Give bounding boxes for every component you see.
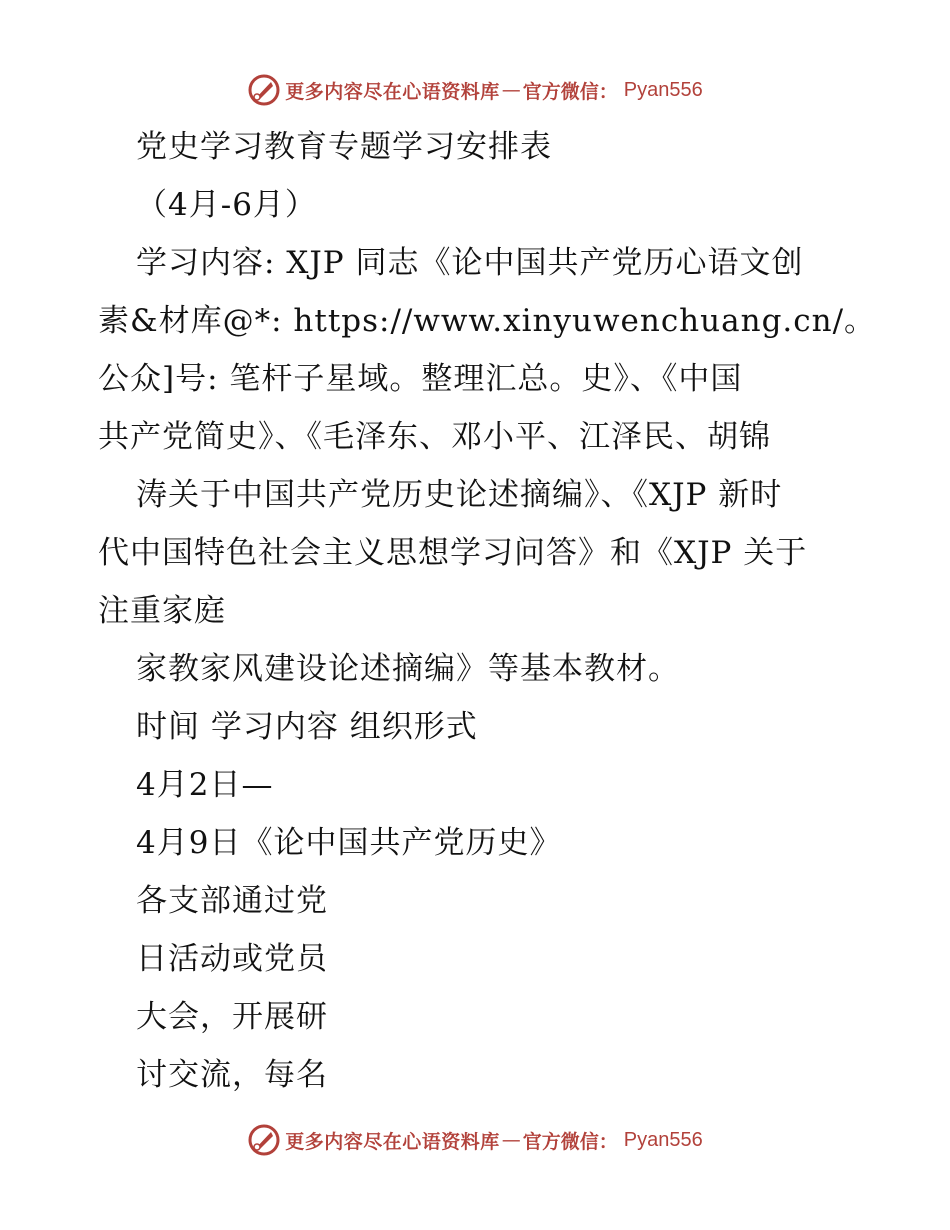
watermark-brand: 更多内容尽在心语资料库 xyxy=(285,1130,500,1153)
organization-line: 讨交流，每名 xyxy=(136,1057,328,1093)
body-line: 代中国特色社会主义思想学习问答》和《XJP 关于 xyxy=(98,535,808,571)
watermark-header xyxy=(0,70,950,110)
body-line-url: 素&材库@*: https://www.xinyuwenchuang.cn/。 xyxy=(98,303,877,339)
watermark-footer xyxy=(0,1120,950,1160)
watermark-handle: Pyan556 xyxy=(623,1128,703,1151)
table-header-line: 时间 学习内容 组织形式 xyxy=(136,709,478,745)
watermark-suffix: 官方微信： xyxy=(522,80,618,103)
watermark-handle: Pyan556 xyxy=(623,78,703,101)
body-line: 学习内容: XJP 同志《论中国共产党历心语文创 xyxy=(136,245,804,281)
document-period: （4月-6月） xyxy=(136,187,317,223)
document-title: 党史学习教育专题学习安排表 xyxy=(136,129,552,165)
schedule-date-end: 4月9日《论中国共产党历史》 xyxy=(136,825,562,861)
watermark-suffix: 官方微信： xyxy=(522,1130,618,1153)
body-line: 家教家风建设论述摘编》等基本教材。 xyxy=(136,651,680,687)
quill-logo-icon xyxy=(247,73,281,107)
quill-logo-icon xyxy=(247,1123,281,1157)
document-body xyxy=(98,118,877,1104)
body-line: 公众]号: 笔杆子星域。整理汇总。史》、《中国 xyxy=(98,361,743,397)
body-line: 共产党简史》、《毛泽东、邓小平、江泽民、胡锦 xyxy=(98,419,771,455)
schedule-date-start: 4月2日— xyxy=(136,767,274,803)
watermark-brand: 更多内容尽在心语资料库 xyxy=(285,80,500,103)
organization-line: 日活动或党员 xyxy=(136,941,328,977)
body-line: 涛关于中国共产党历史论述摘编》、《XJP 新时 xyxy=(136,477,783,513)
organization-line: 各支部通过党 xyxy=(136,883,328,919)
watermark-separator: — xyxy=(501,79,521,101)
organization-line: 大会，开展研 xyxy=(136,999,328,1035)
watermark-separator: — xyxy=(501,1129,521,1151)
body-line: 注重家庭 xyxy=(98,593,226,629)
